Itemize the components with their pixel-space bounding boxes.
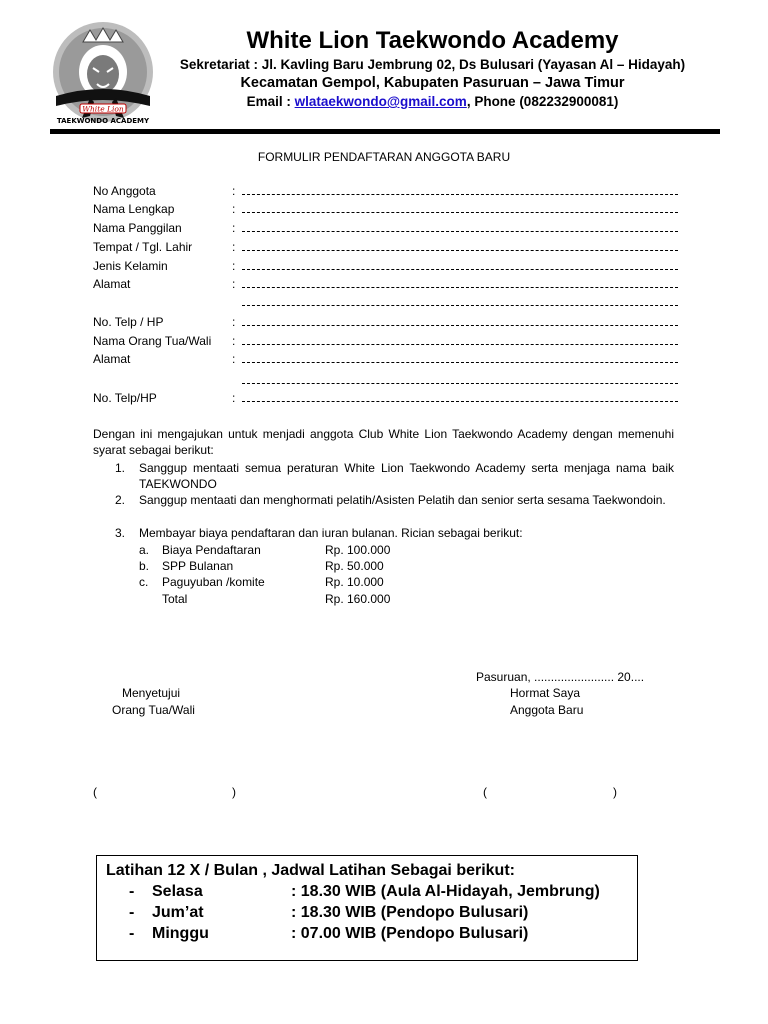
fee-name: Paguyuban /komite: [162, 575, 265, 589]
member-signature-open: (: [483, 785, 487, 799]
schedule-day: Minggu: [152, 925, 209, 942]
field-label: Nama Panggilan: [93, 221, 182, 235]
contact-line: [150, 94, 715, 109]
field-input-line[interactable]: [242, 269, 678, 270]
field-nama-panggilan: [93, 219, 678, 237]
field-label: No. Telp / HP: [93, 315, 164, 329]
field-no-anggota: [93, 182, 678, 200]
field-colon: :: [232, 221, 236, 235]
field-colon: :: [232, 315, 236, 329]
new-member-label: Anggota Baru: [510, 703, 584, 717]
field-colon: :: [232, 259, 236, 273]
fee-amount: Rp. 100.000: [325, 543, 391, 557]
requirement-number: 3.: [115, 526, 126, 540]
phone-text: , Phone (082232900081): [466, 94, 619, 109]
field-input-line[interactable]: [242, 287, 678, 288]
statement-intro: Dengan ini mengajukan untuk menjadi anggota Club White Lion Taekwondo Academy dengan memenuhi syarat sebagai berikut:: [93, 427, 674, 457]
field-colon: :: [232, 202, 236, 216]
fee-amount: Rp. 50.000: [325, 559, 384, 573]
field-label: No. Telp/HP: [93, 391, 157, 405]
field-nama-lengkap: [93, 200, 678, 218]
field-input-line[interactable]: [242, 250, 678, 251]
fee-name: Biaya Pendaftaran: [162, 543, 261, 557]
member-signature-close: ): [613, 785, 617, 799]
fee-amount: Rp. 10.000: [325, 575, 384, 589]
schedule-time: : 18.30 WIB (Aula Al-Hidayah, Jembrung): [291, 883, 600, 900]
field-label: Nama Orang Tua/Wali: [93, 334, 212, 348]
field-input-line[interactable]: [242, 194, 678, 195]
field-label: No Anggota: [93, 184, 156, 198]
field-input-line[interactable]: [242, 212, 678, 213]
academy-title: White Lion Taekwondo Academy: [246, 27, 619, 54]
academy-logo: [50, 22, 156, 128]
field-alamat-orang-tua-continuation: [242, 371, 678, 389]
field-input-line[interactable]: [242, 401, 678, 402]
field-input-line[interactable]: [242, 362, 678, 363]
field-alamat-orang-tua: [93, 350, 678, 368]
field-label: Jenis Kelamin: [93, 259, 168, 273]
schedule-dash: -: [129, 883, 135, 900]
schedule-heading: Latihan 12 X / Bulan , Jadwal Latihan Sebagai berikut:: [106, 862, 515, 879]
field-input-line[interactable]: [242, 231, 678, 232]
field-colon: :: [232, 184, 236, 198]
schedule-day: Jum’at: [152, 904, 204, 921]
fee-letter: b.: [139, 559, 150, 573]
regards-label: Hormat Saya: [510, 686, 581, 700]
secretariat-address: Sekretariat : Jl. Kavling Baru Jembrung 02, Ds Bulusari (Yayasan Al – Hidayah): [179, 57, 686, 72]
fee-letter: a.: [139, 543, 150, 557]
schedule-box: [96, 855, 638, 961]
schedule-time: : 18.30 WIB (Pendopo Bulusari): [291, 904, 529, 921]
guardian-label: Orang Tua/Wali: [112, 703, 195, 717]
field-no-telp-orang-tua: [93, 389, 678, 407]
requirement-number: 2.: [115, 493, 126, 507]
requirement-text: Sanggup mentaati dan menghormati pelatih/Asisten Pelatih dan senior serta sesama Taekwondoin.: [139, 493, 666, 507]
email-link[interactable]: wlataekwondo@gmail.com: [294, 94, 467, 109]
field-colon: :: [232, 240, 236, 254]
field-tempat-tgl-lahir: [93, 238, 678, 256]
field-label: Alamat: [93, 277, 131, 291]
requirement-number: 1.: [115, 461, 126, 475]
header-divider: [50, 129, 720, 134]
form-title: FORMULIR PENDAFTARAN ANGGOTA BARU: [257, 150, 511, 164]
fee-name: SPP Bulanan: [162, 559, 234, 573]
fee-total-amount: Rp. 160.000: [325, 592, 391, 606]
field-no-telp: [93, 313, 678, 331]
guardian-signature-open: (: [93, 785, 97, 799]
schedule-time: : 07.00 WIB (Pendopo Bulusari): [291, 925, 529, 942]
field-label: Tempat / Tgl. Lahir: [93, 240, 193, 254]
field-label: Alamat: [93, 352, 131, 366]
field-jenis-kelamin: [93, 257, 678, 275]
requirement-text: Sanggup mentaati semua peraturan White Lion Taekwondo Academy serta menjaga nama baik TAEKWONDO: [139, 461, 674, 491]
field-colon: :: [232, 352, 236, 366]
field-colon: :: [232, 334, 236, 348]
field-label: Nama Lengkap: [93, 202, 175, 216]
approval-label: Menyetujui: [122, 686, 181, 700]
field-colon: :: [232, 277, 236, 291]
field-input-line[interactable]: [242, 305, 678, 306]
email-label: Email :: [246, 94, 291, 109]
field-alamat: [93, 275, 678, 293]
field-alamat-continuation: [242, 293, 678, 311]
district-address: Kecamatan Gempol, Kabupaten Pasuruan – Jawa Timur: [240, 75, 625, 91]
field-input-line[interactable]: [242, 325, 678, 326]
schedule-dash: -: [129, 925, 135, 942]
guardian-signature-close: ): [232, 785, 236, 799]
fee-total-label: Total: [162, 592, 188, 606]
field-nama-orang-tua: [93, 332, 678, 350]
logo-caption-text: TAEKWONDO ACADEMY: [56, 117, 150, 125]
field-input-line[interactable]: [242, 344, 678, 345]
field-colon: :: [232, 391, 236, 405]
fee-letter: c.: [139, 575, 149, 589]
field-input-line[interactable]: [242, 383, 678, 384]
place-date: Pasuruan, ........................ 20....: [476, 670, 645, 684]
logo-script-text: White Lion: [82, 104, 124, 114]
requirement-text: Membayar biaya pendaftaran dan iuran bulanan. Rician sebagai berikut:: [139, 526, 523, 540]
schedule-dash: -: [129, 904, 135, 921]
schedule-day: Selasa: [152, 883, 203, 900]
